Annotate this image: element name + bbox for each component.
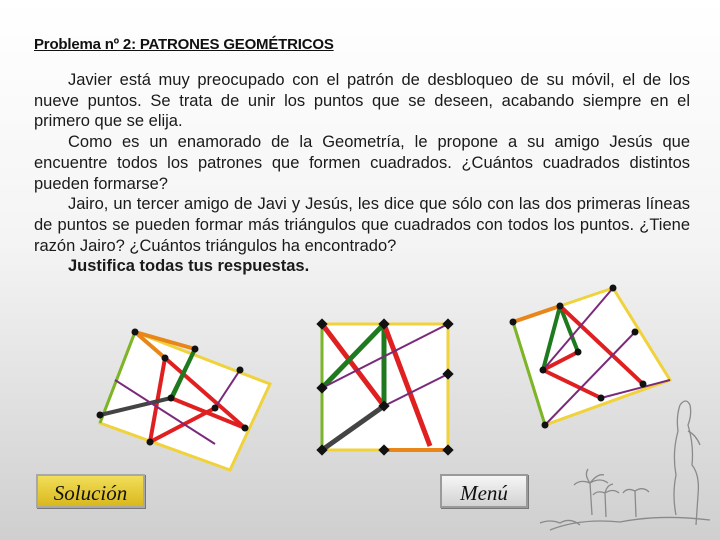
problem-statement — [34, 70, 690, 277]
menu-button[interactable]: Menú — [440, 474, 528, 508]
page-title: Problema nº 2: PATRONES GEOMÉTRICOS — [34, 36, 334, 53]
paragraph-2: Como es un enamorado de la Geometría, le propone a su amigo Jesús que encuentre todos los patrones que formen cuadrados. ¿Cuántos cuadrados distintos pueden formarse? — [34, 133, 690, 193]
paragraph-1: Javier está muy preocupado con el patrón de desbloqueo de su móvil, el de los nueve puntos. Se trata de unir los puntos que se deseen, acabando siempre en el primero que se elija. — [34, 71, 690, 131]
left-square-figure — [95, 318, 290, 478]
center-square-figure — [312, 314, 462, 460]
solution-button[interactable]: Solución — [36, 474, 145, 508]
palm-trees-and-statue-icon — [530, 385, 715, 535]
paragraph-4: Justifica todas tus respuestas. — [68, 257, 310, 276]
paragraph-3: Jairo, un tercer amigo de Javi y Jesús, les dice que sólo con las dos primeras líneas de puntos se pueden formar más triángulos que cuadrados con todos los puntos. ¿Tiene razón Jairo? ¿Cuántos triángulos ha encontrado? — [34, 195, 690, 255]
